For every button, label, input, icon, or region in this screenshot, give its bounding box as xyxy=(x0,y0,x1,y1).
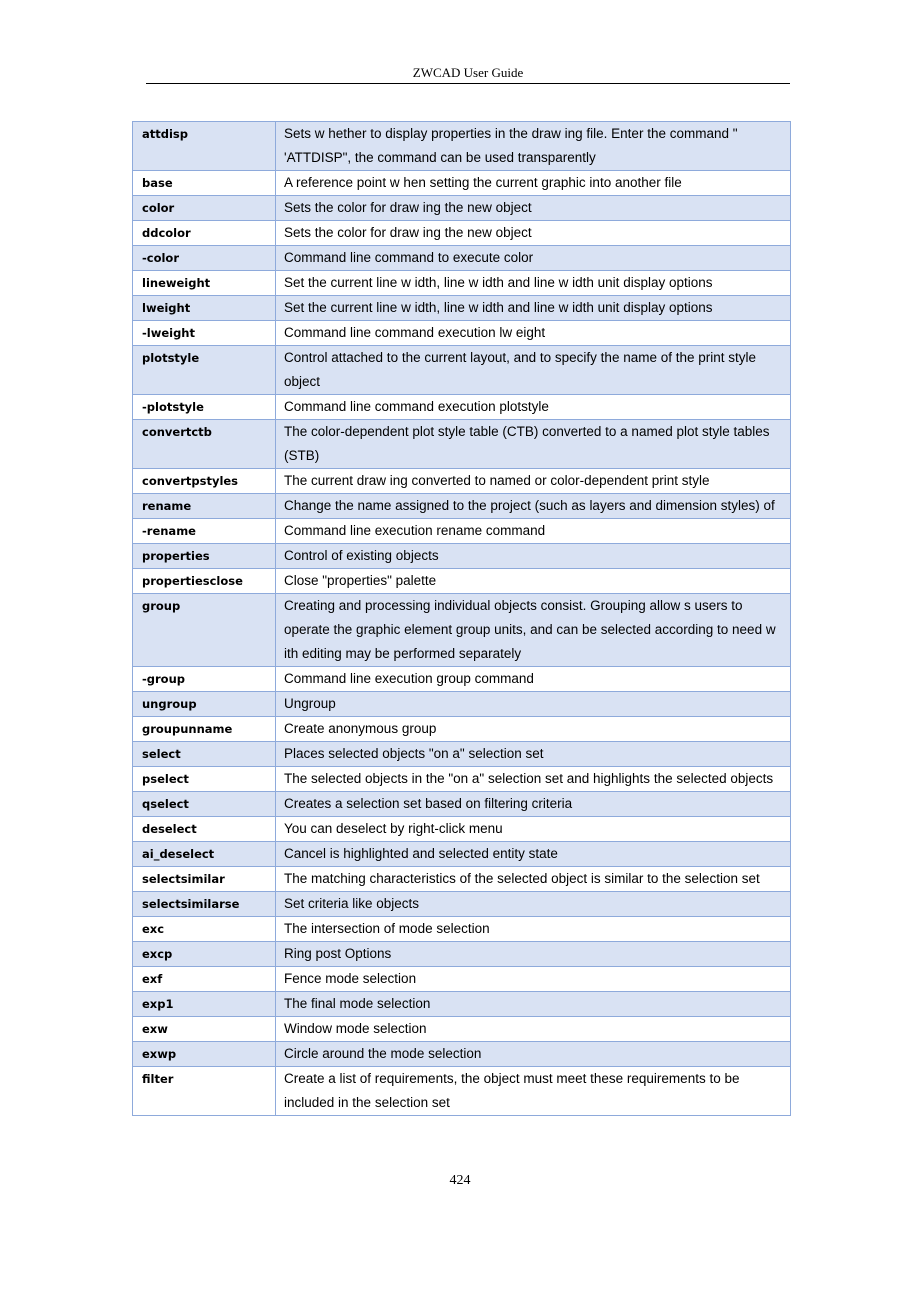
table-row xyxy=(133,196,791,221)
description-cell: You can deselect by right-click menu xyxy=(276,817,791,842)
description-cell: Sets the color for draw ing the new object xyxy=(276,196,791,221)
description-cell: The current draw ing converted to named or color-dependent print style xyxy=(276,469,791,494)
table-row xyxy=(133,667,791,692)
description-cell: The intersection of mode selection xyxy=(276,917,791,942)
command-cell: exw xyxy=(133,1017,276,1042)
table-row xyxy=(133,469,791,494)
description-cell: Circle around the mode selection xyxy=(276,1042,791,1067)
command-table xyxy=(132,121,791,1116)
table-row xyxy=(133,544,791,569)
command-cell: base xyxy=(133,171,276,196)
description-cell: Places selected objects "on a" selection set xyxy=(276,742,791,767)
command-cell: lineweight xyxy=(133,271,276,296)
table-row xyxy=(133,992,791,1017)
description-cell: The selected objects in the "on a" selection set and highlights the selected objects xyxy=(276,767,791,792)
table-row xyxy=(133,1042,791,1067)
command-cell: -plotstyle xyxy=(133,395,276,420)
description-cell: Close "properties" palette xyxy=(276,569,791,594)
command-cell: propertiesclose xyxy=(133,569,276,594)
table-row xyxy=(133,171,791,196)
table-row xyxy=(133,221,791,246)
table-row xyxy=(133,817,791,842)
table-row xyxy=(133,321,791,346)
command-cell: qselect xyxy=(133,792,276,817)
command-cell: selectsimilarse xyxy=(133,892,276,917)
table-row xyxy=(133,842,791,867)
table-row xyxy=(133,1067,791,1116)
description-cell: Sets w hether to display properties in the draw ing file. Enter the command " 'ATTDISP", the command can be used transparently xyxy=(276,122,791,171)
description-cell: Window mode selection xyxy=(276,1017,791,1042)
table-row xyxy=(133,519,791,544)
command-cell: -lweight xyxy=(133,321,276,346)
description-cell: Create a list of requirements, the object must meet these requirements to be included in the selection set xyxy=(276,1067,791,1116)
command-cell: deselect xyxy=(133,817,276,842)
command-cell: -color xyxy=(133,246,276,271)
table-row xyxy=(133,767,791,792)
command-cell: plotstyle xyxy=(133,346,276,395)
table-row xyxy=(133,717,791,742)
table-row xyxy=(133,395,791,420)
description-cell: Cancel is highlighted and selected entity state xyxy=(276,842,791,867)
command-table-body xyxy=(133,122,791,1116)
description-cell: A reference point w hen setting the current graphic into another file xyxy=(276,171,791,196)
description-cell: The color-dependent plot style table (CTB) converted to a named plot style tables (STB) xyxy=(276,420,791,469)
command-cell: group xyxy=(133,594,276,667)
command-cell: ddcolor xyxy=(133,221,276,246)
command-cell: convertctb xyxy=(133,420,276,469)
description-cell: Control of existing objects xyxy=(276,544,791,569)
table-row xyxy=(133,942,791,967)
table-row xyxy=(133,346,791,395)
command-cell: exp1 xyxy=(133,992,276,1017)
description-cell: Creates a selection set based on filtering criteria xyxy=(276,792,791,817)
table-row xyxy=(133,917,791,942)
description-cell: Fence mode selection xyxy=(276,967,791,992)
description-cell: Command line command execution lw eight xyxy=(276,321,791,346)
description-cell: Ring post Options xyxy=(276,942,791,967)
command-cell: exwp xyxy=(133,1042,276,1067)
command-cell: exc xyxy=(133,917,276,942)
command-cell: color xyxy=(133,196,276,221)
table-row xyxy=(133,122,791,171)
table-row xyxy=(133,742,791,767)
table-row xyxy=(133,420,791,469)
description-cell: Command line command execution plotstyle xyxy=(276,395,791,420)
command-cell: groupunname xyxy=(133,717,276,742)
page-header: ZWCAD User Guide xyxy=(146,62,790,84)
table-row xyxy=(133,792,791,817)
description-cell: Command line execution group command xyxy=(276,667,791,692)
description-cell: Sets the color for draw ing the new object xyxy=(276,221,791,246)
command-cell: ai_deselect xyxy=(133,842,276,867)
table-row xyxy=(133,494,791,519)
command-cell: pselect xyxy=(133,767,276,792)
table-row xyxy=(133,692,791,717)
table-row xyxy=(133,867,791,892)
command-cell: selectsimilar xyxy=(133,867,276,892)
table-row xyxy=(133,967,791,992)
command-cell: convertpstyles xyxy=(133,469,276,494)
description-cell: Set criteria like objects xyxy=(276,892,791,917)
description-cell: Command line command to execute color xyxy=(276,246,791,271)
page-number: 424 xyxy=(449,1173,471,1188)
command-cell: properties xyxy=(133,544,276,569)
description-cell: Ungroup xyxy=(276,692,791,717)
command-cell: -group xyxy=(133,667,276,692)
command-cell: exf xyxy=(133,967,276,992)
command-cell: excp xyxy=(133,942,276,967)
table-row xyxy=(133,246,791,271)
command-cell: select xyxy=(133,742,276,767)
description-cell: Control attached to the current layout, and to specify the name of the print style object xyxy=(276,346,791,395)
command-cell: filter xyxy=(133,1067,276,1116)
description-cell: Create anonymous group xyxy=(276,717,791,742)
description-cell: Creating and processing individual objects consist. Grouping allow s users to operate the graphic element group units, and can be selected according to need w ith editing may be performed separately xyxy=(276,594,791,667)
description-cell: Command line execution rename command xyxy=(276,519,791,544)
table-row xyxy=(133,892,791,917)
command-cell: rename xyxy=(133,494,276,519)
table-row xyxy=(133,271,791,296)
description-cell: Set the current line w idth, line w idth and line w idth unit display options xyxy=(276,296,791,321)
command-cell: attdisp xyxy=(133,122,276,171)
command-cell: -rename xyxy=(133,519,276,544)
command-cell: lweight xyxy=(133,296,276,321)
description-cell: Set the current line w idth, line w idth and line w idth unit display options xyxy=(276,271,791,296)
description-cell: The matching characteristics of the selected object is similar to the selection set xyxy=(276,867,791,892)
table-row xyxy=(133,569,791,594)
command-cell: ungroup xyxy=(133,692,276,717)
description-cell: The final mode selection xyxy=(276,992,791,1017)
description-cell: Change the name assigned to the project (such as layers and dimension styles) of xyxy=(276,494,791,519)
table-row xyxy=(133,594,791,667)
table-row xyxy=(133,1017,791,1042)
table-row xyxy=(133,296,791,321)
